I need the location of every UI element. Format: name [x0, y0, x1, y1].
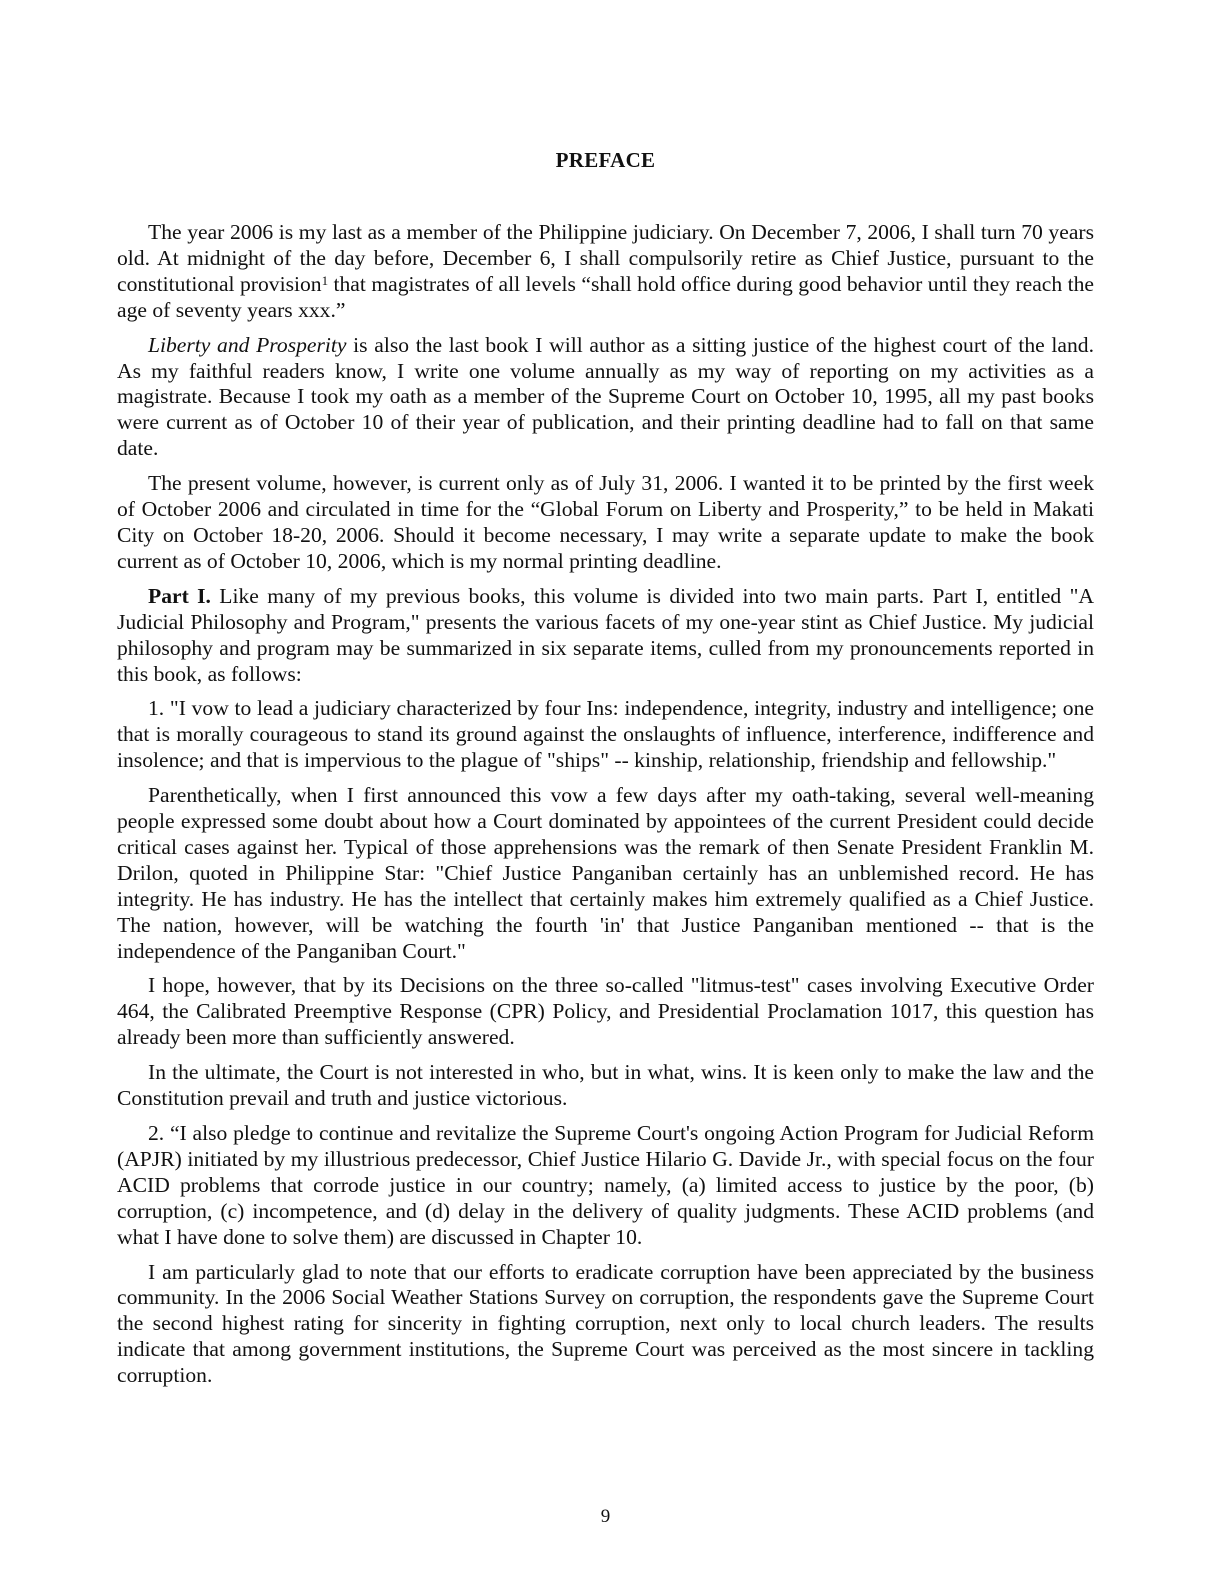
paragraph-item-two [117, 1121, 1094, 1251]
part-heading-bold: Part I. [148, 583, 211, 608]
paragraph-item-one [117, 696, 1094, 774]
paragraph-part-one [117, 584, 1094, 688]
footnote-marker[interactable]: 1 [321, 272, 329, 288]
preface-body [117, 220, 1094, 1398]
paragraph-parenthetically [117, 783, 1094, 964]
paragraph-text: I am particularly glad to note that our efforts to eradicate corruption have been appreciated by the business community. In the 2006 Social Weather Stations Survey on corruption, the respondents gave the Supreme Court the second highest rating for sincerity in fighting corruption, next only to local church leaders. The results indicate that among government institutions, the Supreme Court was perceived as the most sincere in tackling corruption. [117, 1259, 1094, 1388]
paragraph-text: The present volume, however, is current only as of July 31, 2006. I wanted it to be printed by the first week of October 2006 and circulated in time for the “Global Forum on Liberty and Prosperity,” to be held in Makati City on October 18-20, 2006. Should it become necessary, I may write a separate update to make the book current as of October 10, 2006, which is my normal printing deadline. [117, 471, 1094, 573]
page-title: PREFACE [555, 148, 656, 172]
paragraph-text: I hope, however, that by its Decisions on the three so-called "litmus-test" cases involving Executive Order 464, the Calibrated Preemptive Response (CPR) Policy, and Presidential Proclamation 1017, this question has already been more than sufficiently answered. [117, 973, 1094, 1050]
page-number: 9 [600, 1506, 611, 1527]
paragraph-text: Parenthetically, when I first announced this vow a few days after my oath-taking, several well-meaning people expressed some doubt about how a Court dominated by appointees of the current President could decide critical cases against her. Typical of those apprehensions was the remark of then Senate President Franklin M. Drilon, quoted in Philippine Star: "Chief Justice Panganiban certainly has an unblemished record. He has integrity. He has industry. He has the intellect that certainly makes him extremely qualified as a Chief Justice. The nation, however, will be watching the fourth 'in' that Justice Panganiban mentioned -- that is the independence of the Panganiban Court." [117, 783, 1094, 963]
paragraph-text: is also the last book I will author as a sitting justice of the highest court of the land. As my faithful readers know, I write one volume annually as my way of reporting on my activities as a magistrate. Because I took my oath as a member of the Supreme Court on October 10, 1995, all my past books were current as of October 10 of their year of publication, and their printing deadline had to fall on that same date. [117, 332, 1094, 461]
book-title-italic: Liberty and Prosperity [148, 332, 347, 357]
paragraph-text: that magistrates of all levels “shall hold office during good behavior until they reach the age of seventy years xxx.” [117, 271, 1095, 322]
paragraph-last-book [117, 333, 1094, 463]
paragraph-text: In the ultimate, the Court is not interested in who, but in what, wins. It is keen only to make the law and the Constitution prevail and truth and justice victorious. [117, 1060, 1094, 1111]
paragraph-retirement [117, 220, 1094, 324]
paragraph-text: 1. "I vow to lead a judiciary characterized by four Ins: independence, integrity, industry and intelligence; one that is morally courageous to stand its ground against the onslaughts of influence, interference, indifference and insolence; and that is impervious to the plague of "ships" -- kinship, relationship, friendship and fellowship." [117, 696, 1094, 773]
paragraph-text: The year 2006 is my last as a member of the Philippine judiciary. On December 7, 2006, I shall turn 70 years old. At midnight of the day before, December 6, I shall compulsorily retire as Chief Justice, pursuant to the constitutional provision [117, 220, 1094, 296]
paragraph-text: 2. “I also pledge to continue and revitalize the Supreme Court's ongoing Action Program for Judicial Reform (APJR) initiated by my illustrious predecessor, Chief Justice Hilario G. Davide Jr., with special focus on the four ACID problems that corrode justice in our country; namely, (a) limited access to justice by the poor, (b) corruption, (c) incompetence, and (d) delay in the delivery of quality judgments. These ACID problems (and what I have done to solve them) are discussed in Chapter 10. [117, 1121, 1094, 1249]
paragraph-litmus-test [117, 973, 1094, 1051]
paragraph-corruption-survey [117, 1260, 1094, 1390]
paragraph-ultimate [117, 1060, 1094, 1112]
paragraph-present-volume [117, 471, 1094, 575]
paragraph-text: Like many of my previous books, this volume is divided into two main parts. Part I, entitled "A Judicial Philosophy and Program," presents the various facets of my one-year stint as Chief Justice. My judicial philosophy and program may be summarized in six separate items, culled from my pronouncements reported in this book, as follows: [117, 583, 1094, 686]
document-page [117, 0, 1094, 1584]
